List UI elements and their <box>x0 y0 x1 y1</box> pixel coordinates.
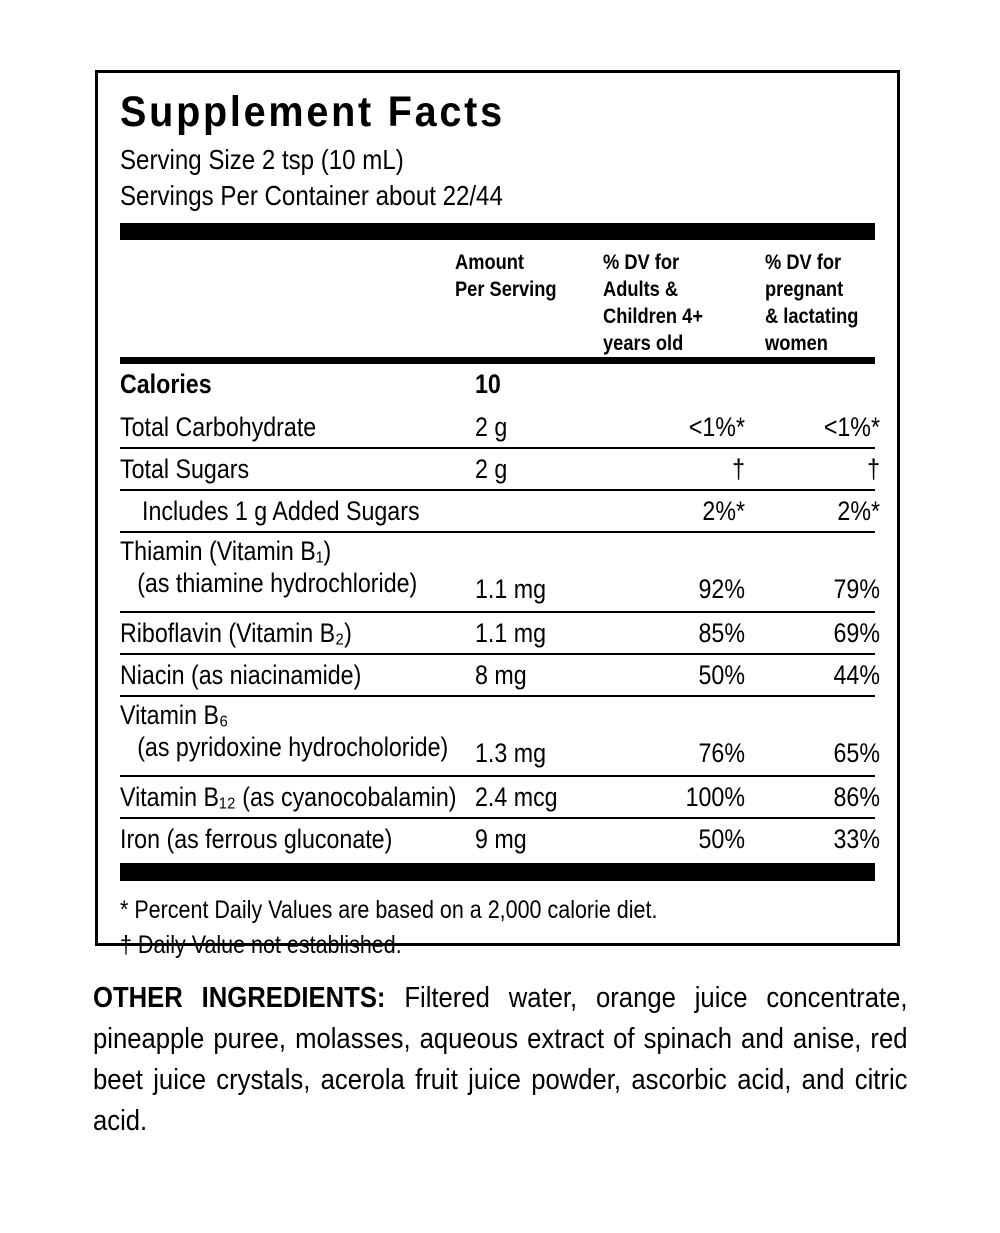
row-amount: 1.3 mg <box>475 738 546 769</box>
footnote-dagger: † Daily Value not established. <box>120 931 402 960</box>
column-header-dv-pregnant <box>765 250 858 358</box>
column-header-dv-pregnant-line3: & lactating <box>765 304 859 328</box>
column-header-dv-adults-line3: Children 4+ <box>603 304 704 328</box>
column-header-dv-pregnant-line2: pregnant <box>765 278 844 302</box>
row-amount: 8 mg <box>475 660 527 691</box>
row-dv-pregnant: 69% <box>833 618 880 649</box>
other-ingredients-section <box>93 978 908 1142</box>
table-row <box>120 613 880 653</box>
supplement-facts-panel <box>95 70 900 960</box>
row-amount: 2.4 mcg <box>475 782 558 813</box>
row-dv-adults: 92% <box>698 574 745 605</box>
table-row <box>120 777 880 817</box>
row-amount: 2 g <box>475 454 508 485</box>
table-row <box>120 449 880 489</box>
column-header-dv-adults-line1: % DV for <box>603 251 680 275</box>
row-amount: 9 mg <box>475 824 527 855</box>
column-header-dv-adults-line4: years old <box>603 331 684 355</box>
table-row <box>120 655 880 695</box>
row-label: Riboflavin (Vitamin B₂) <box>120 618 352 649</box>
row-label: Vitamin B₁₂ (as cyanocobalamin) <box>120 782 457 813</box>
row-label-line1: Vitamin B₆ <box>120 700 229 731</box>
row-label: Includes 1 g Added Sugars <box>142 496 420 527</box>
servings-per-container-text: Servings Per Container about 22/44 <box>120 179 503 211</box>
row-dv-adults: † <box>732 454 745 485</box>
row-dv-adults: 100% <box>685 782 745 813</box>
row-amount: 1.1 mg <box>475 618 546 649</box>
column-header-amount-line1: Amount <box>455 251 525 275</box>
rule-thick-top <box>120 223 875 240</box>
row-dv-pregnant: 33% <box>833 824 880 855</box>
column-header-dv-adults <box>603 250 703 358</box>
row-label-line1: Thiamin (Vitamin B₁) <box>120 536 332 567</box>
table-row <box>120 533 880 611</box>
column-header-amount-line2: Per Serving <box>455 278 557 302</box>
row-label: Niacin (as niacinamide) <box>120 660 362 691</box>
rule-mid-headers <box>120 357 875 364</box>
row-label: Iron (as ferrous gluconate) <box>120 824 393 855</box>
column-header-dv-pregnant-line4: women <box>765 331 828 355</box>
row-dv-adults: <1%* <box>688 412 745 443</box>
other-ingredients-label: OTHER INGREDIENTS: <box>93 982 386 1014</box>
row-dv-adults: 76% <box>698 738 745 769</box>
row-label: Total Carbohydrate <box>120 412 317 443</box>
row-dv-pregnant: 44% <box>833 660 880 691</box>
row-dv-adults: 50% <box>698 660 745 691</box>
rule-thick-bottom <box>120 863 875 881</box>
other-ingredients-text: Filtered water, orange juice concentrate, pineapple puree, molasses, aqueous extract of spinach and anise, red beet juice crystals, acerola fruit juice powder, ascorbic acid, and citric acid. <box>93 982 908 1138</box>
table-row <box>120 407 880 447</box>
row-dv-pregnant: 79% <box>833 574 880 605</box>
row-label-line2: (as thiamine hydrochloride) <box>137 567 418 598</box>
row-dv-pregnant: <1%* <box>823 412 880 443</box>
panel-title: Supplement Facts <box>120 88 505 136</box>
table-row <box>120 491 880 531</box>
row-dv-pregnant: † <box>867 454 880 485</box>
row-label: Total Sugars <box>120 454 250 485</box>
row-label: Calories <box>120 369 212 400</box>
column-header-dv-pregnant-line1: % DV for <box>765 251 842 275</box>
footnote-percent-dv: * Percent Daily Values are based on a 2,000 calorie diet. <box>120 896 658 925</box>
row-label <box>120 536 417 599</box>
table-row <box>120 697 880 775</box>
table-row <box>120 819 880 859</box>
row-amount: 1.1 mg <box>475 574 546 605</box>
row-label-line2: (as pyridoxine hydrocholoride) <box>137 731 449 762</box>
row-amount: 2 g <box>475 412 508 443</box>
table-row <box>120 364 875 407</box>
row-dv-pregnant: 86% <box>833 782 880 813</box>
row-amount: 10 <box>475 369 501 400</box>
row-dv-adults: 85% <box>698 618 745 649</box>
row-dv-pregnant: 65% <box>833 738 880 769</box>
row-dv-adults: 2%* <box>702 496 745 527</box>
column-header-dv-adults-line2: Adults & <box>603 278 679 302</box>
row-label <box>120 700 448 763</box>
column-headers <box>120 240 875 357</box>
footnotes <box>120 893 875 963</box>
column-header-amount <box>455 250 557 304</box>
row-dv-pregnant: 2%* <box>837 496 880 527</box>
serving-size-text: Serving Size 2 tsp (10 mL) <box>120 144 404 175</box>
row-dv-adults: 50% <box>698 824 745 855</box>
